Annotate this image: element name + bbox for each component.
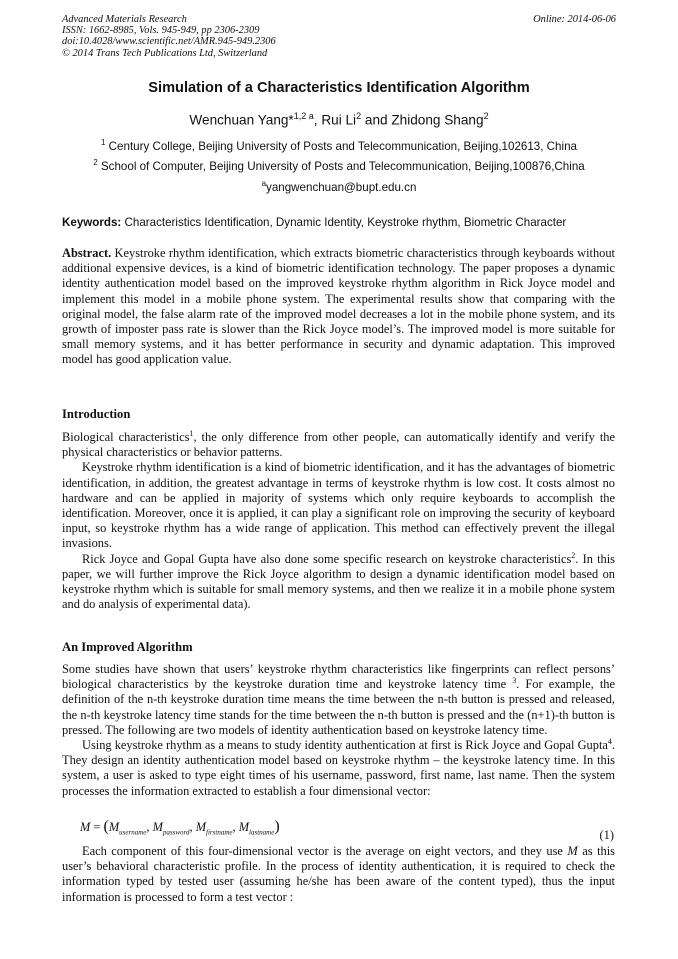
copyright-line: © 2014 Trans Tech Publications Ltd, Switzerland: [62, 47, 268, 59]
author-affiliation-mark: 1,2 a: [293, 111, 314, 121]
online-date: Online: 2014-06-06: [533, 14, 616, 25]
paper-title: Simulation of a Characteristics Identification Algorithm: [148, 80, 530, 96]
author-line: [0, 111, 678, 128]
author-affiliation-mark: 2: [356, 111, 362, 121]
paragraph: [62, 662, 615, 738]
eq-comma: ,: [146, 820, 153, 834]
journal-name: Advanced Materials Research: [62, 14, 187, 25]
eq-comma: ,: [189, 820, 196, 834]
keywords: [62, 216, 616, 229]
citation-ref: 2: [571, 550, 576, 560]
paragraph-text: Biological characteristics: [62, 430, 190, 444]
doi-line: doi:10.4028/www.scientific.net/AMR.945-949.2306: [62, 36, 276, 48]
paragraph: [62, 738, 615, 799]
citation-ref: 3: [512, 676, 517, 686]
abstract: [62, 246, 615, 368]
affiliation-text: Century College, Beijing University of Posts and Telecommunication, Beijing,102613, China: [105, 139, 577, 153]
affiliation-text: School of Computer, Beijing University of Posts and Telecommunication, Beijing,100876,China: [97, 159, 585, 173]
eq-paren: (: [103, 818, 109, 835]
paragraph: [62, 430, 615, 460]
equation-number: (1): [599, 828, 614, 842]
eq-subscript: firstname: [206, 828, 233, 837]
algorithm-body-continued: [62, 844, 615, 905]
keywords-label: Keywords:: [62, 216, 122, 229]
affiliation-mark: 1: [101, 138, 106, 147]
eq-subscript: lastname: [249, 828, 275, 837]
email-text: yangwenchuan@bupt.edu.cn: [266, 180, 417, 194]
paragraph-text: . They design an identity authentication model based on keystroke rhythm – the keystroke latency time. In this system, a user is asked to type eight times of his username, password, first name, last name. Then the system processes the information extracted to establish a four dimensional vector:: [62, 738, 615, 798]
abstract-text: Keystroke rhythm identification, which extracts biometric characteristics through keyboards without additional expensive devices, is a kind of biometric identification technology. The paper proposes a dynamic identity authentication model based on the improved keystroke rhythm algorithm in Rick Joyce model and implement this model in a mobile phone system. The experimental results show that comparing with the original model, the false alarm rate of the improved model decreases a lot in the mobile phone system, and its growth of imposter pass rate is slower than the Rick Joyce model’s. The improved model is more suitable for small memory systems, and it has better performance in security and dynamic adaptation. This improved model has good application value.: [62, 246, 615, 367]
author-affiliation-mark: 2: [483, 111, 489, 121]
introduction-heading: Introduction: [62, 407, 131, 421]
author-separator: and: [361, 112, 392, 128]
paragraph-text: as this user’s behavioral characteristic profile. In the process of identity authentication, it is required to check the information typed by tested user (assuming he/she has been aware of the content typed), thus the input information is processed to form a test vector :: [62, 844, 615, 904]
email-mark: a: [261, 179, 267, 188]
author-name: Zhidong Shang: [391, 112, 484, 128]
eq-subscript: password: [162, 828, 190, 837]
eq-symbol: M: [80, 820, 91, 834]
citation-ref: 4: [607, 736, 612, 746]
paragraph: [62, 552, 615, 613]
algorithm-heading: An Improved Algorithm: [62, 640, 193, 654]
introduction-body: [62, 430, 615, 612]
eq-paren: ): [274, 818, 280, 835]
eq-symbol: M: [152, 820, 163, 834]
author-email: [0, 179, 678, 194]
eq-symbol: M: [195, 820, 207, 834]
eq-operator: =: [90, 820, 104, 834]
algorithm-body: [62, 662, 615, 799]
paragraph: Keystroke rhythm identification is a kind of biometric identification, and it has the advantages of biometric identification, in addition, the greatest advantage in terms of keystroke rhythm is low cost. It costs almost no hardware and can be applied in majority of systems which only require keyboards to accomplish the identification. Moreover, once it is applied, it can play a significant role on improving the security of keyboard input, so keystroke rhythm has a wide range of application. This method can effectively prevent the illegal invasions.: [62, 460, 615, 551]
paragraph-text: Each component of this four-dimensional vector is the average on eight vectors, and they use: [82, 844, 568, 858]
equation-1: [80, 818, 280, 836]
author-separator: ,: [313, 112, 322, 128]
paragraph: [62, 844, 615, 905]
eq-subscript: username: [119, 828, 147, 837]
journal-header: [62, 14, 276, 59]
keywords-text: Characteristics Identification, Dynamic Identity, Keystroke rhythm, Biometric Character: [121, 216, 567, 229]
paragraph-text: Using keystroke rhythm as a means to study identity authentication at first is Rick Joyce and Gopal Gupta: [82, 738, 608, 753]
affiliation-2: [0, 158, 678, 173]
paragraph-text: , the only difference from other people, can automatically identify and verify the physical characteristics or behavior patterns.: [62, 430, 615, 460]
eq-comma: ,: [232, 820, 239, 834]
affiliation-mark: 2: [93, 158, 98, 167]
paragraph-text: . For example, the definition of the n-th keystroke duration time means the time between the n-th button is pressed and released, the n-th keystroke latency time stands for the time between the n-th button is pressed and the (n+1)-th button is pressed. The following are two models of identity authentication based on keystroke latency time.: [62, 677, 616, 737]
issn-line: ISSN: 1662-8985, Vols. 945-949, pp 2306-2309: [62, 25, 260, 37]
eq-symbol: M: [238, 820, 250, 834]
paragraph-text: . In this paper, we will further improve the Rick Joyce algorithm to design a dynamic identification model based on keystroke rhythm which is suitable for small memory systems, and then we realize it in a mobile phone system and do analysis of experimental data).: [62, 551, 615, 612]
affiliation-1: [0, 138, 678, 153]
paragraph-text: Rick Joyce and Gopal Gupta have also done some specific research on keystroke characteristics: [82, 551, 572, 566]
abstract-label: Abstract.: [62, 246, 112, 260]
citation-ref: 1: [189, 428, 194, 438]
inline-math: M: [567, 844, 578, 858]
paragraph-text: Some studies have shown that users’ keystroke rhythm characteristics like fingerprints can reflect persons’ biological characteristics by the keystroke duration time and keystroke latency time: [62, 662, 615, 692]
author-name: Rui Li: [321, 112, 357, 128]
eq-symbol: M: [108, 820, 120, 834]
author-name: Wenchuan Yang*: [189, 112, 294, 128]
